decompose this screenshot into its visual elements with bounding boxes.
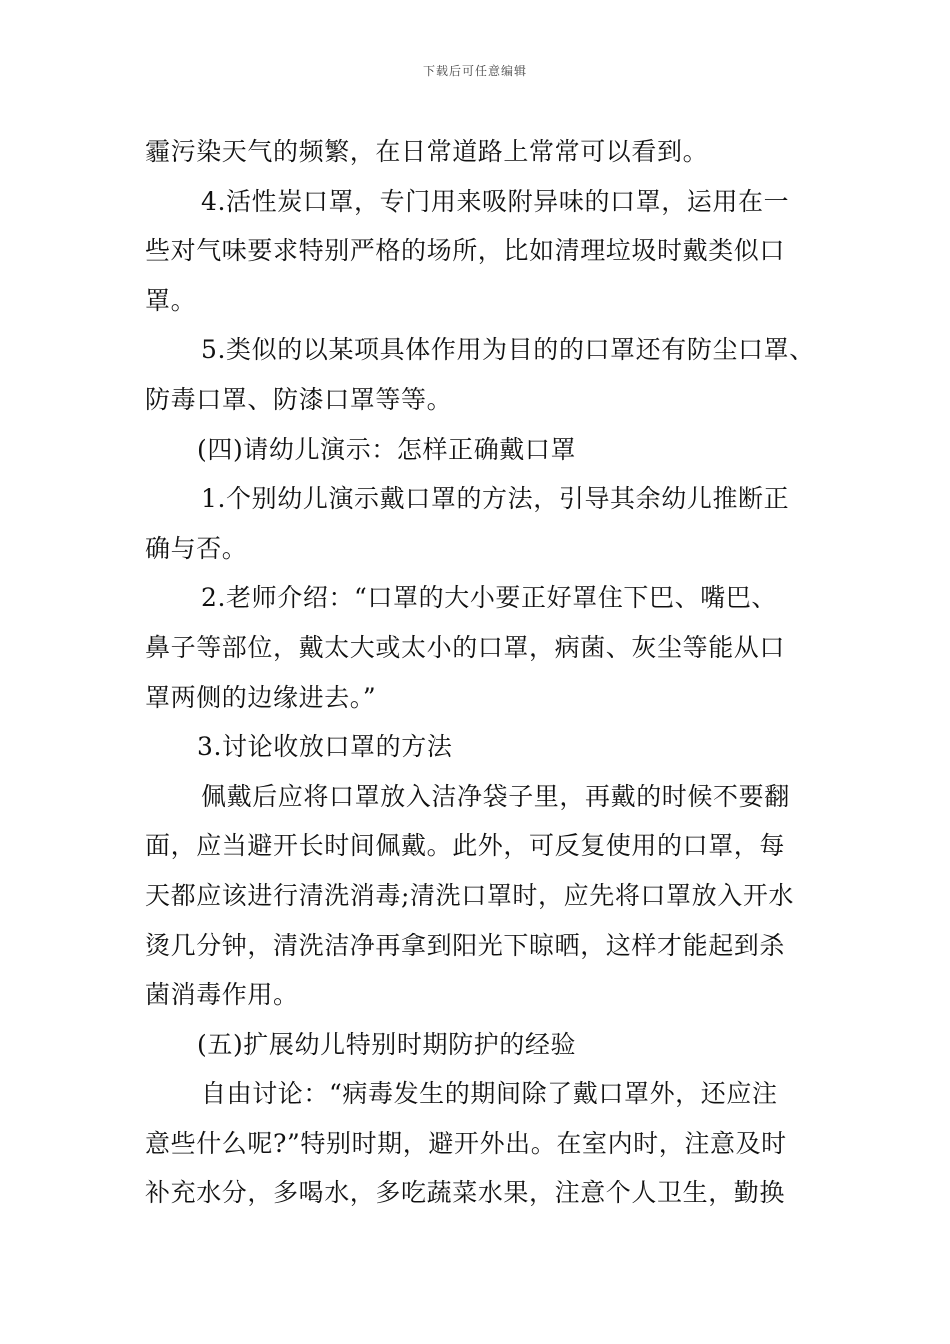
text-line: 4.活性炭口罩，专门用来吸附异味的口罩，运用在一 [201,186,790,216]
text-line: 菌消毒作用。 [145,980,299,1010]
text-line: 烫几分钟，清洗洁净再拿到阳光下晾晒，这样才能起到杀 [145,930,786,960]
text-line: 霾污染天气的频繁，在日常道路上常常可以看到。 [145,137,709,166]
page-header: 下载后可任意编辑 [422,64,527,78]
section-heading: (五)扩展幼儿特别时期防护的经验 [197,1029,577,1059]
text-line: 5.类似的以某项具体作用为目的的口罩还有防尘口罩、 [201,335,815,365]
text-line: 补充水分，多喝水，多吃蔬菜水果，注意个人卫生，勤换 [145,1178,786,1208]
text-line: 罩两侧的边缘进去。” [145,682,377,712]
text-line: 自由讨论：“病毒发生的期间除了戴口罩外，还应注 [201,1079,778,1109]
text-line: 些对气味要求特别严格的场所，比如清理垃圾时戴类似口 [145,236,786,266]
text-line: 佩戴后应将口罩放入洁净袋子里，再戴的时候不要翻 [201,781,790,811]
text-line: 3.讨论收放口罩的方法 [197,732,453,762]
text-line: 意些什么呢?”特别时期，避开外出。在室内时，注意及时 [145,1128,787,1158]
text-line: 天都应该进行清洗消毒;清洗口罩时，应先将口罩放入开水 [145,880,795,910]
text-line: 防毒口罩、防漆口罩等等。 [145,384,453,414]
text-line: 2.老师介绍：“口罩的大小要正好罩住下巴、嘴巴、 [201,583,778,613]
document-body [145,127,815,1218]
text-line: 确与否。 [145,533,248,563]
text-line: 面，应当避开长时间佩戴。此外，可反复使用的口罩，每 [145,831,786,861]
section-heading: (四)请幼儿演示：怎样正确戴口罩 [197,434,577,464]
text-line: 罩。 [145,285,197,315]
text-line: 鼻子等部位，戴太大或太小的口罩，病菌、灰尘等能从口 [145,632,786,662]
text-line: 1.个别幼儿演示戴口罩的方法，引导其余幼儿推断正 [201,484,790,514]
